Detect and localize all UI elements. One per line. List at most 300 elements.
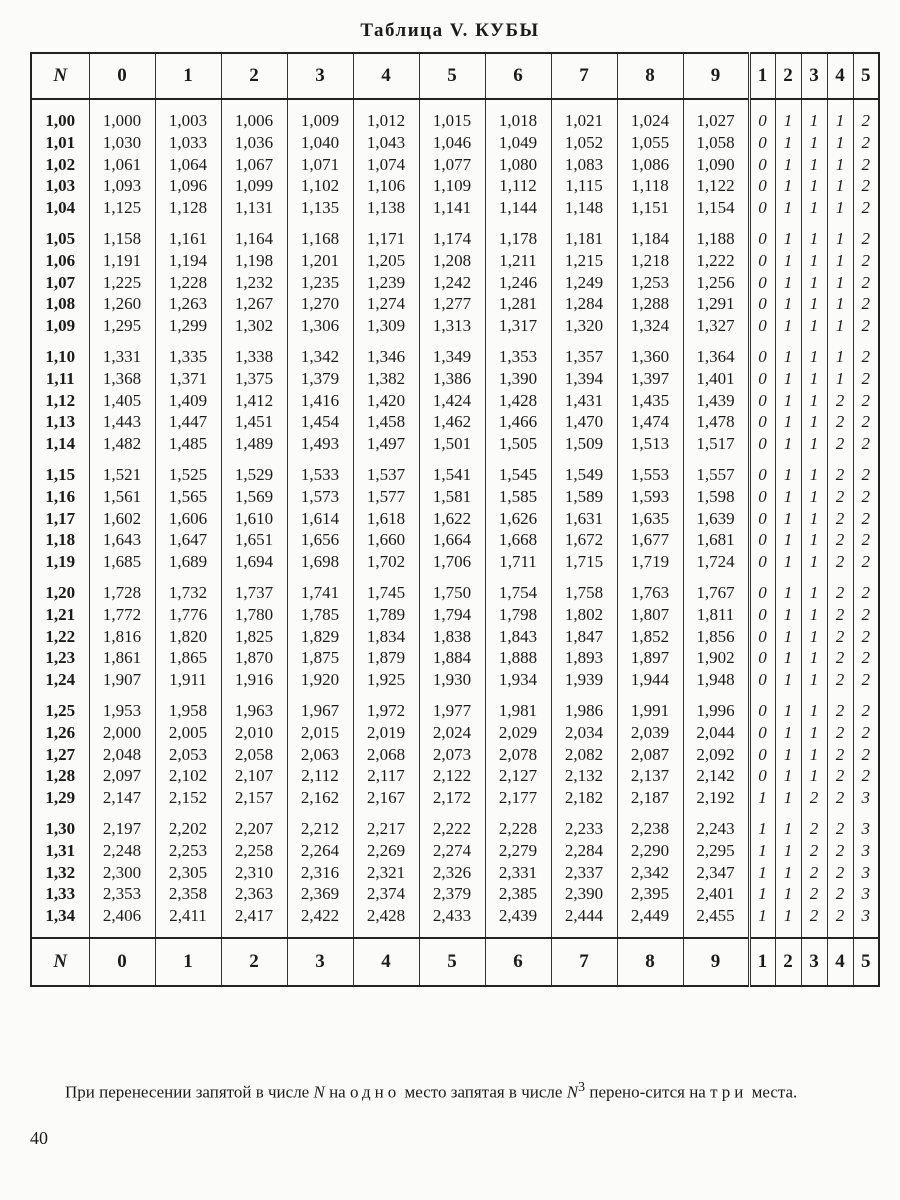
cube-value: 2,337 (551, 862, 617, 884)
cube-value: 1,178 (485, 219, 551, 250)
diff-value: 1 (749, 840, 775, 862)
diff-value: 1 (775, 99, 801, 132)
diff-value: 0 (749, 551, 775, 573)
row-n-value: 1,07 (31, 272, 89, 294)
diff-value: 1 (801, 433, 827, 455)
cube-value: 1,431 (551, 390, 617, 412)
diff-value: 1 (827, 132, 853, 154)
cube-value: 1,626 (485, 508, 551, 530)
cube-value: 1,181 (551, 219, 617, 250)
table-title: Таблица V. КУБЫ (360, 20, 540, 41)
cube-value: 1,794 (419, 604, 485, 626)
cube-value: 1,820 (155, 626, 221, 648)
cube-value: 1,174 (419, 219, 485, 250)
row-n-value: 1,24 (31, 669, 89, 691)
diff-value: 1 (827, 368, 853, 390)
cube-value: 1,067 (221, 154, 287, 176)
header-digit-2: 2 (221, 53, 287, 99)
footnote-text-4: перено-сится на (585, 1082, 711, 1102)
cube-value: 1,191 (89, 250, 155, 272)
cube-value: 1,115 (551, 175, 617, 197)
cube-value: 1,902 (683, 647, 749, 669)
diff-value: 0 (749, 197, 775, 219)
diff-value: 1 (827, 154, 853, 176)
cube-value: 2,406 (89, 905, 155, 938)
footer-digit-4: 4 (353, 938, 419, 986)
cube-value: 2,005 (155, 722, 221, 744)
cube-value: 2,290 (617, 840, 683, 862)
row-n-value: 1,05 (31, 219, 89, 250)
diff-value: 1 (827, 219, 853, 250)
cube-value: 1,660 (353, 529, 419, 551)
cube-value: 1,698 (287, 551, 353, 573)
diff-value: 0 (749, 293, 775, 315)
row-n-value: 1,20 (31, 573, 89, 604)
diff-value: 1 (801, 722, 827, 744)
cube-value: 1,435 (617, 390, 683, 412)
diff-value: 2 (801, 787, 827, 809)
header-digit-0: 0 (89, 53, 155, 99)
cube-value: 2,039 (617, 722, 683, 744)
cube-value: 2,248 (89, 840, 155, 862)
diff-value: 0 (749, 411, 775, 433)
diff-value: 2 (801, 883, 827, 905)
diff-value: 2 (827, 433, 853, 455)
cube-value: 1,331 (89, 337, 155, 368)
row-n-value: 1,25 (31, 691, 89, 722)
cube-value: 2,102 (155, 765, 221, 787)
cube-value: 1,458 (353, 411, 419, 433)
diff-value: 2 (853, 175, 879, 197)
diff-value: 2 (853, 411, 879, 433)
cube-value: 1,122 (683, 175, 749, 197)
row-n-value: 1,04 (31, 197, 89, 219)
diff-value: 2 (827, 551, 853, 573)
cube-value: 1,375 (221, 368, 287, 390)
cube-value: 1,728 (89, 573, 155, 604)
cube-value: 2,269 (353, 840, 419, 862)
cube-value: 2,243 (683, 809, 749, 840)
cube-value: 1,602 (89, 508, 155, 530)
cube-value: 2,253 (155, 840, 221, 862)
cube-value: 1,030 (89, 132, 155, 154)
cube-value: 2,182 (551, 787, 617, 809)
cube-value: 1,106 (353, 175, 419, 197)
cube-value: 1,986 (551, 691, 617, 722)
cube-value: 1,295 (89, 315, 155, 337)
diff-value: 1 (801, 691, 827, 722)
diff-value: 2 (853, 626, 879, 648)
diff-value: 1 (801, 551, 827, 573)
diff-value: 1 (801, 315, 827, 337)
header-digit-4: 4 (353, 53, 419, 99)
cube-value: 1,242 (419, 272, 485, 294)
cube-value: 1,071 (287, 154, 353, 176)
cube-value: 1,537 (353, 455, 419, 486)
cube-value: 1,353 (485, 337, 551, 368)
header-digit-1: 1 (155, 53, 221, 99)
cube-value: 1,888 (485, 647, 551, 669)
cube-value: 1,565 (155, 486, 221, 508)
cube-value: 1,816 (89, 626, 155, 648)
cube-value: 1,478 (683, 411, 749, 433)
header-diff-2: 2 (775, 53, 801, 99)
cube-value: 1,847 (551, 626, 617, 648)
cube-value: 2,284 (551, 840, 617, 862)
diff-value: 1 (775, 744, 801, 766)
cube-value: 1,893 (551, 647, 617, 669)
row-n-value: 1,29 (31, 787, 89, 809)
cube-value: 1,569 (221, 486, 287, 508)
diff-value: 2 (827, 626, 853, 648)
diff-value: 1 (775, 529, 801, 551)
row-n-value: 1,11 (31, 368, 89, 390)
cubes-table (30, 52, 880, 987)
cube-value: 1,614 (287, 508, 353, 530)
cube-value: 1,711 (485, 551, 551, 573)
diff-value: 1 (801, 197, 827, 219)
cube-value: 1,967 (287, 691, 353, 722)
cube-value: 1,549 (551, 455, 617, 486)
diff-value: 2 (853, 722, 879, 744)
cube-value: 1,916 (221, 669, 287, 691)
diff-value: 3 (853, 840, 879, 862)
cube-value: 1,274 (353, 293, 419, 315)
cube-value: 1,171 (353, 219, 419, 250)
cube-value: 1,897 (617, 647, 683, 669)
cube-value: 1,284 (551, 293, 617, 315)
cube-value: 1,598 (683, 486, 749, 508)
cube-value: 1,360 (617, 337, 683, 368)
table-row (31, 529, 879, 551)
cube-value: 1,852 (617, 626, 683, 648)
cube-value: 1,958 (155, 691, 221, 722)
diff-value: 2 (853, 132, 879, 154)
cube-value: 1,451 (221, 411, 287, 433)
cube-value: 1,811 (683, 604, 749, 626)
cube-value: 2,274 (419, 840, 485, 862)
diff-value: 2 (853, 744, 879, 766)
cube-value: 1,061 (89, 154, 155, 176)
cube-value: 1,585 (485, 486, 551, 508)
cube-value: 1,161 (155, 219, 221, 250)
cube-value: 1,930 (419, 669, 485, 691)
diff-value: 0 (749, 626, 775, 648)
table-row (31, 486, 879, 508)
cube-value: 1,144 (485, 197, 551, 219)
cube-value: 2,300 (89, 862, 155, 884)
cube-value: 2,455 (683, 905, 749, 938)
cube-value: 1,000 (89, 99, 155, 132)
table-row (31, 573, 879, 604)
diff-value: 0 (749, 508, 775, 530)
diff-value: 1 (801, 411, 827, 433)
diff-value: 0 (749, 175, 775, 197)
diff-value: 1 (775, 508, 801, 530)
diff-value: 1 (775, 862, 801, 884)
diff-value: 1 (801, 508, 827, 530)
cube-value: 1,911 (155, 669, 221, 691)
cube-value: 1,925 (353, 669, 419, 691)
cube-value: 2,197 (89, 809, 155, 840)
diff-value: 1 (775, 809, 801, 840)
cube-value: 2,107 (221, 765, 287, 787)
diff-value: 2 (853, 337, 879, 368)
diff-value: 2 (827, 744, 853, 766)
diff-value: 0 (749, 573, 775, 604)
cube-value: 1,694 (221, 551, 287, 573)
diff-value: 1 (827, 337, 853, 368)
header-n-label: N (31, 53, 89, 99)
cube-value: 1,386 (419, 368, 485, 390)
diff-value: 2 (853, 197, 879, 219)
diff-value: 2 (853, 154, 879, 176)
row-n-value: 1,09 (31, 315, 89, 337)
cube-value: 1,033 (155, 132, 221, 154)
cube-value: 1,077 (419, 154, 485, 176)
diff-value: 1 (775, 433, 801, 455)
cube-value: 1,379 (287, 368, 353, 390)
header-digit-5: 5 (419, 53, 485, 99)
cube-value: 2,053 (155, 744, 221, 766)
diff-value: 2 (853, 669, 879, 691)
cube-value: 2,295 (683, 840, 749, 862)
diff-value: 1 (801, 529, 827, 551)
cube-value: 1,541 (419, 455, 485, 486)
cube-value: 2,310 (221, 862, 287, 884)
diff-value: 0 (749, 455, 775, 486)
cube-value: 1,405 (89, 390, 155, 412)
footer-digit-7: 7 (551, 938, 617, 986)
cube-value: 1,267 (221, 293, 287, 315)
cube-value: 1,012 (353, 99, 419, 132)
row-n-value: 1,31 (31, 840, 89, 862)
cube-value: 1,342 (287, 337, 353, 368)
cube-value: 1,501 (419, 433, 485, 455)
row-n-value: 1,00 (31, 99, 89, 132)
cube-value: 1,706 (419, 551, 485, 573)
cube-value: 1,702 (353, 551, 419, 573)
cube-value: 1,724 (683, 551, 749, 573)
diff-value: 2 (853, 573, 879, 604)
cube-value: 1,277 (419, 293, 485, 315)
cube-value: 1,856 (683, 626, 749, 648)
table-row (31, 293, 879, 315)
cube-value: 1,758 (551, 573, 617, 604)
footnote-exponent: 3 (578, 1079, 586, 1095)
cube-value: 2,024 (419, 722, 485, 744)
cube-value: 1,390 (485, 368, 551, 390)
cube-value: 2,326 (419, 862, 485, 884)
cube-value: 2,029 (485, 722, 551, 744)
cube-value: 1,270 (287, 293, 353, 315)
cube-value: 1,934 (485, 669, 551, 691)
cube-value: 1,470 (551, 411, 617, 433)
cube-value: 1,299 (155, 315, 221, 337)
header-digit-7: 7 (551, 53, 617, 99)
cube-value: 1,046 (419, 132, 485, 154)
cube-value: 1,884 (419, 647, 485, 669)
diff-value: 1 (775, 765, 801, 787)
cube-value: 2,097 (89, 765, 155, 787)
cube-value: 2,147 (89, 787, 155, 809)
cube-value: 1,349 (419, 337, 485, 368)
cube-value: 1,593 (617, 486, 683, 508)
row-n-value: 1,26 (31, 722, 89, 744)
row-n-value: 1,19 (31, 551, 89, 573)
diff-value: 1 (801, 132, 827, 154)
diff-value: 2 (853, 99, 879, 132)
row-n-value: 1,15 (31, 455, 89, 486)
footer-diff-5: 5 (853, 938, 879, 986)
cube-value: 1,128 (155, 197, 221, 219)
diff-value: 1 (775, 905, 801, 938)
table-row (31, 272, 879, 294)
cube-value: 1,685 (89, 551, 155, 573)
cube-value: 1,715 (551, 551, 617, 573)
diff-value: 2 (827, 604, 853, 626)
row-n-value: 1,10 (31, 337, 89, 368)
cube-value: 2,358 (155, 883, 221, 905)
cube-value: 1,058 (683, 132, 749, 154)
cube-value: 1,118 (617, 175, 683, 197)
diff-value: 1 (801, 272, 827, 294)
diff-value: 0 (749, 744, 775, 766)
cube-value: 1,785 (287, 604, 353, 626)
footer-digit-9: 9 (683, 938, 749, 986)
cube-value: 2,132 (551, 765, 617, 787)
cube-value: 2,137 (617, 765, 683, 787)
diff-value: 1 (801, 669, 827, 691)
table-row (31, 455, 879, 486)
table-row (31, 433, 879, 455)
cube-value: 1,253 (617, 272, 683, 294)
cube-value: 1,222 (683, 250, 749, 272)
footnote-text-3: место запятая в числе (400, 1082, 567, 1102)
cube-value: 1,573 (287, 486, 353, 508)
cube-value: 1,281 (485, 293, 551, 315)
cube-value: 2,401 (683, 883, 749, 905)
cube-value: 2,212 (287, 809, 353, 840)
diff-value: 1 (775, 883, 801, 905)
table-row (31, 175, 879, 197)
row-n-value: 1,32 (31, 862, 89, 884)
diff-value: 1 (801, 486, 827, 508)
cube-value: 1,493 (287, 433, 353, 455)
footer-digit-3: 3 (287, 938, 353, 986)
cube-value: 2,258 (221, 840, 287, 862)
cube-value: 1,225 (89, 272, 155, 294)
cube-value: 1,689 (155, 551, 221, 573)
cube-value: 1,208 (419, 250, 485, 272)
cube-value: 1,235 (287, 272, 353, 294)
diff-value: 2 (827, 883, 853, 905)
footer-n-label: N (31, 938, 89, 986)
cube-value: 1,309 (353, 315, 419, 337)
diff-value: 0 (749, 154, 775, 176)
cube-value: 2,417 (221, 905, 287, 938)
cube-value: 2,127 (485, 765, 551, 787)
diff-value: 1 (775, 337, 801, 368)
cube-value: 1,439 (683, 390, 749, 412)
cube-value: 2,207 (221, 809, 287, 840)
diff-value: 0 (749, 99, 775, 132)
cube-value: 1,086 (617, 154, 683, 176)
diff-value: 1 (775, 647, 801, 669)
diff-value: 2 (801, 840, 827, 862)
diff-value: 3 (853, 809, 879, 840)
header-digit-8: 8 (617, 53, 683, 99)
diff-value: 0 (749, 691, 775, 722)
cube-value: 1,164 (221, 219, 287, 250)
cube-value: 2,152 (155, 787, 221, 809)
cube-value: 2,117 (353, 765, 419, 787)
diff-value: 2 (853, 765, 879, 787)
diff-value: 1 (801, 744, 827, 766)
cube-value: 1,141 (419, 197, 485, 219)
diff-value: 1 (775, 691, 801, 722)
cube-value: 1,198 (221, 250, 287, 272)
diff-value: 2 (827, 573, 853, 604)
cube-value: 1,201 (287, 250, 353, 272)
table-row (31, 154, 879, 176)
cube-value: 1,972 (353, 691, 419, 722)
cube-value: 1,306 (287, 315, 353, 337)
diff-value: 1 (775, 669, 801, 691)
diff-value: 1 (775, 626, 801, 648)
diff-value: 1 (775, 573, 801, 604)
table-row (31, 744, 879, 766)
cube-value: 1,521 (89, 455, 155, 486)
cube-value: 2,122 (419, 765, 485, 787)
table-row (31, 722, 879, 744)
cube-value: 2,177 (485, 787, 551, 809)
cube-value: 2,000 (89, 722, 155, 744)
cube-value: 1,963 (221, 691, 287, 722)
cube-value: 1,606 (155, 508, 221, 530)
cube-value: 2,073 (419, 744, 485, 766)
cube-value: 1,040 (287, 132, 353, 154)
cube-value: 1,865 (155, 647, 221, 669)
cube-value: 1,557 (683, 455, 749, 486)
cube-value: 1,232 (221, 272, 287, 294)
cube-value: 1,838 (419, 626, 485, 648)
diff-value: 1 (749, 905, 775, 938)
footer-diff-3: 3 (801, 938, 827, 986)
diff-value: 1 (801, 604, 827, 626)
cube-value: 1,260 (89, 293, 155, 315)
cube-value: 2,142 (683, 765, 749, 787)
cube-value: 2,264 (287, 840, 353, 862)
table-row (31, 669, 879, 691)
cube-value: 2,010 (221, 722, 287, 744)
cube-value: 2,353 (89, 883, 155, 905)
cube-value: 1,080 (485, 154, 551, 176)
cube-value: 1,424 (419, 390, 485, 412)
diff-value: 2 (827, 862, 853, 884)
diff-value: 2 (853, 293, 879, 315)
row-n-value: 1,13 (31, 411, 89, 433)
header-digit-3: 3 (287, 53, 353, 99)
cube-value: 1,024 (617, 99, 683, 132)
diff-value: 0 (749, 132, 775, 154)
diff-value: 1 (775, 250, 801, 272)
cube-value: 2,228 (485, 809, 551, 840)
diff-value: 2 (827, 809, 853, 840)
row-n-value: 1,18 (31, 529, 89, 551)
table-footer (31, 938, 879, 986)
diff-value: 1 (801, 626, 827, 648)
